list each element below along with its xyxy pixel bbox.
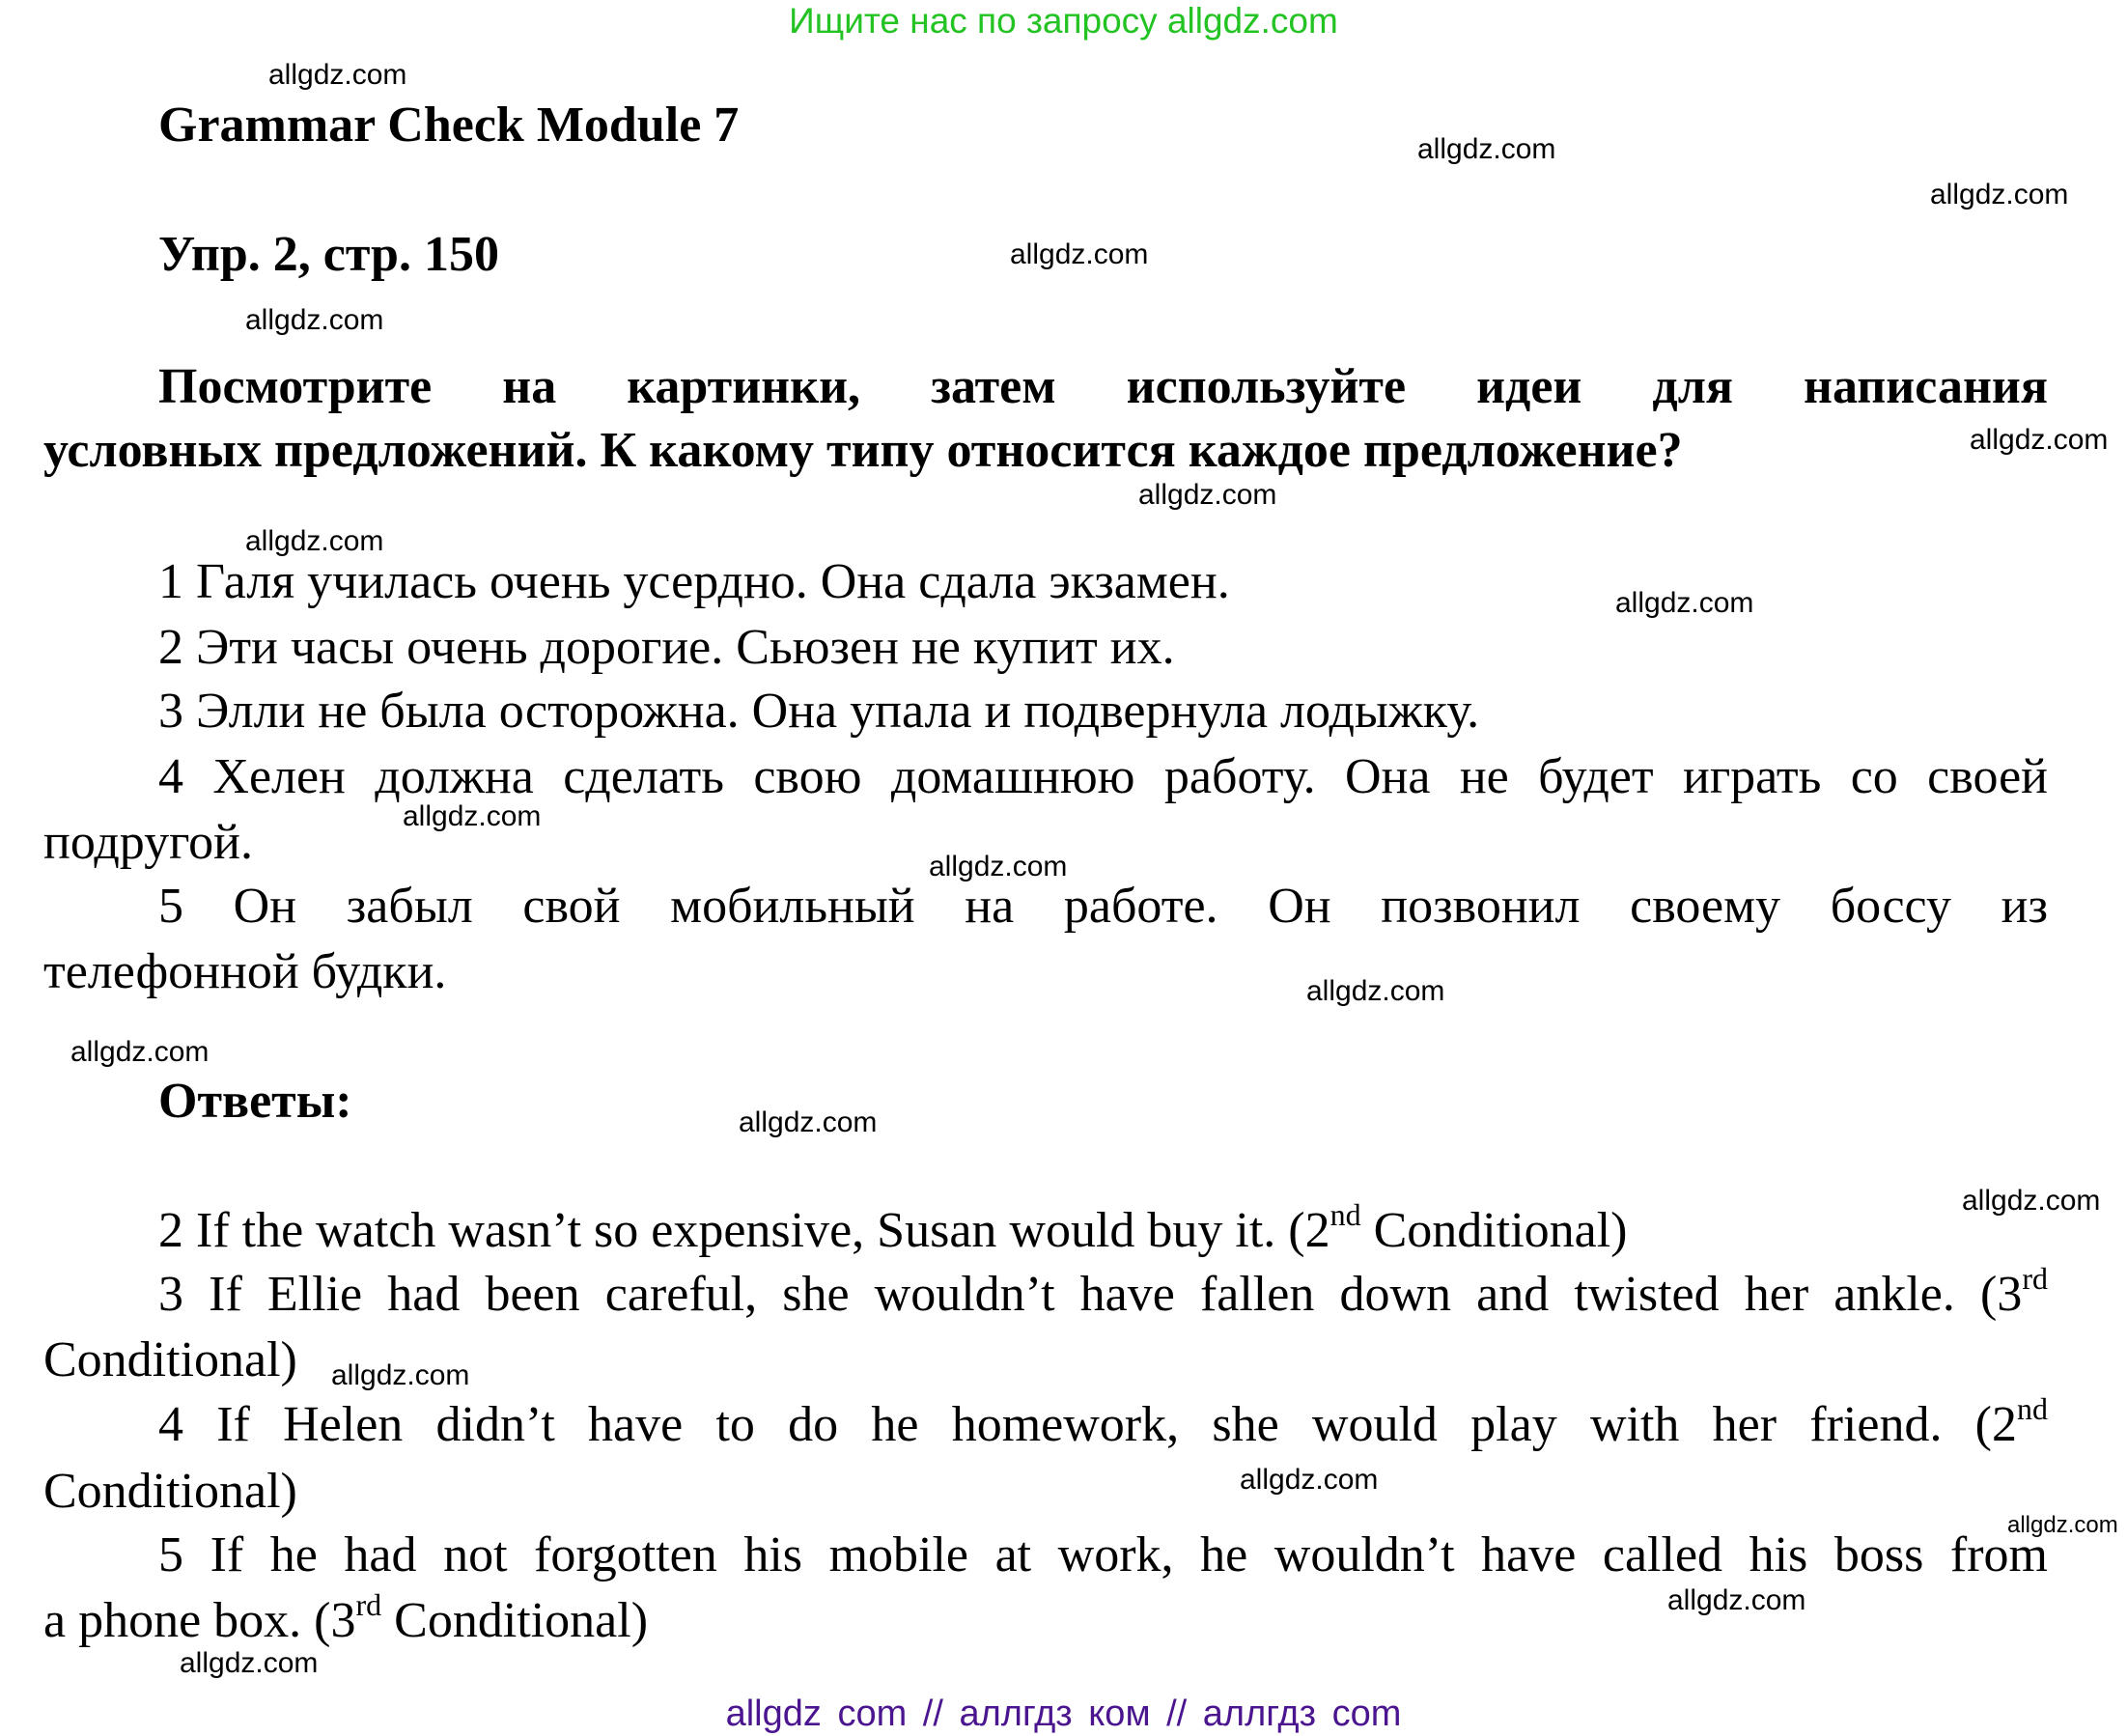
task-item-4: 4 Хелен должна сделать свою домашнюю работу. Она не будет играть со своей <box>158 749 2048 804</box>
answer-4 <box>158 1391 2048 1454</box>
task-item-5: 5 Он забыл свой мобильный на работе. Он позвонил своему боссу из <box>158 879 2048 934</box>
watermark: allgdz.com <box>1962 1185 2101 1217</box>
watermark: allgdz.com <box>1930 179 2069 210</box>
answer-3-cont: Conditional) <box>43 1332 297 1387</box>
watermark: allgdz.com <box>1138 479 1277 511</box>
ordinal-suffix: rd <box>2022 1261 2048 1296</box>
ordinal-suffix: rd <box>355 1587 382 1622</box>
watermark: allgdz.com <box>331 1359 470 1391</box>
watermark: allgdz.com <box>1417 133 1556 165</box>
task-item-4-cont: подругой. <box>43 815 253 870</box>
watermark: allgdz.com <box>1667 1584 1806 1616</box>
task-item-1: 1 Галя училась очень усердно. Она сдала экзамен. <box>158 554 1230 609</box>
watermark: allgdz.com <box>403 800 542 832</box>
task-item-3: 3 Элли не была осторожна. Она упала и подвернула лодыжку. <box>158 684 1480 739</box>
footer-links: allgdz com // аллгдз ком // аллгдз com <box>725 1694 1402 1734</box>
watermark: allgdz.com <box>70 1036 210 1068</box>
watermark: allgdz.com <box>1615 587 1754 619</box>
watermark: allgdz.com <box>1240 1464 1379 1496</box>
instruction-line-1: Посмотрите на картинки, затем используйте идеи для написания <box>158 359 2048 414</box>
answer-2 <box>158 1197 1628 1260</box>
answer-3 <box>158 1261 2048 1324</box>
watermark: allgdz.com <box>180 1647 319 1679</box>
ordinal-suffix: nd <box>1329 1197 1361 1232</box>
watermark: allgdz.com <box>268 59 407 91</box>
task-item-2: 2 Эти часы очень дорогие. Сьюзен не купит их. <box>158 620 1175 675</box>
task-item-5-cont: телефонной будки. <box>43 944 447 999</box>
watermark: allgdz.com <box>1010 238 1149 270</box>
answer-5-cont <box>43 1587 649 1650</box>
answer-text: 4 If Helen didn’t have to do he homework, she would play with her friend. (2 <box>158 1397 2017 1452</box>
watermark: allgdz.com <box>739 1106 878 1138</box>
top-banner: Ищите нас по запросу allgdz.com <box>789 1 1338 41</box>
watermark: allgdz.com <box>1306 975 1445 1007</box>
answers-heading: Ответы: <box>158 1074 352 1129</box>
watermark: allgdz.com <box>245 525 384 557</box>
instruction-line-2: условных предложений. К какому типу относится каждое предложение? <box>43 423 1683 478</box>
watermark: allgdz.com <box>245 304 384 336</box>
watermark: allgdz.com <box>2007 1512 2118 1538</box>
answer-text: Conditional) <box>381 1593 649 1648</box>
answer-text: 2 If the watch wasn’t so expensive, Susan would buy it. (2 <box>158 1203 1330 1258</box>
exercise-heading: Упр. 2, стр. 150 <box>158 227 499 282</box>
answer-text: Conditional) <box>1360 1203 1628 1258</box>
answer-text: 3 If Ellie had been careful, she wouldn’t have fallen down and twisted her ankle. (3 <box>158 1267 2023 1322</box>
ordinal-suffix: nd <box>2017 1391 2048 1426</box>
answer-5: 5 If he had not forgotten his mobile at work, he wouldn’t have called his boss from <box>158 1527 2048 1582</box>
watermark: allgdz.com <box>929 851 1068 882</box>
page-title: Grammar Check Module 7 <box>158 98 740 153</box>
answer-4-cont: Conditional) <box>43 1464 297 1519</box>
watermark: allgdz.com <box>1970 424 2109 456</box>
answer-text: a phone box. (3 <box>43 1593 356 1648</box>
